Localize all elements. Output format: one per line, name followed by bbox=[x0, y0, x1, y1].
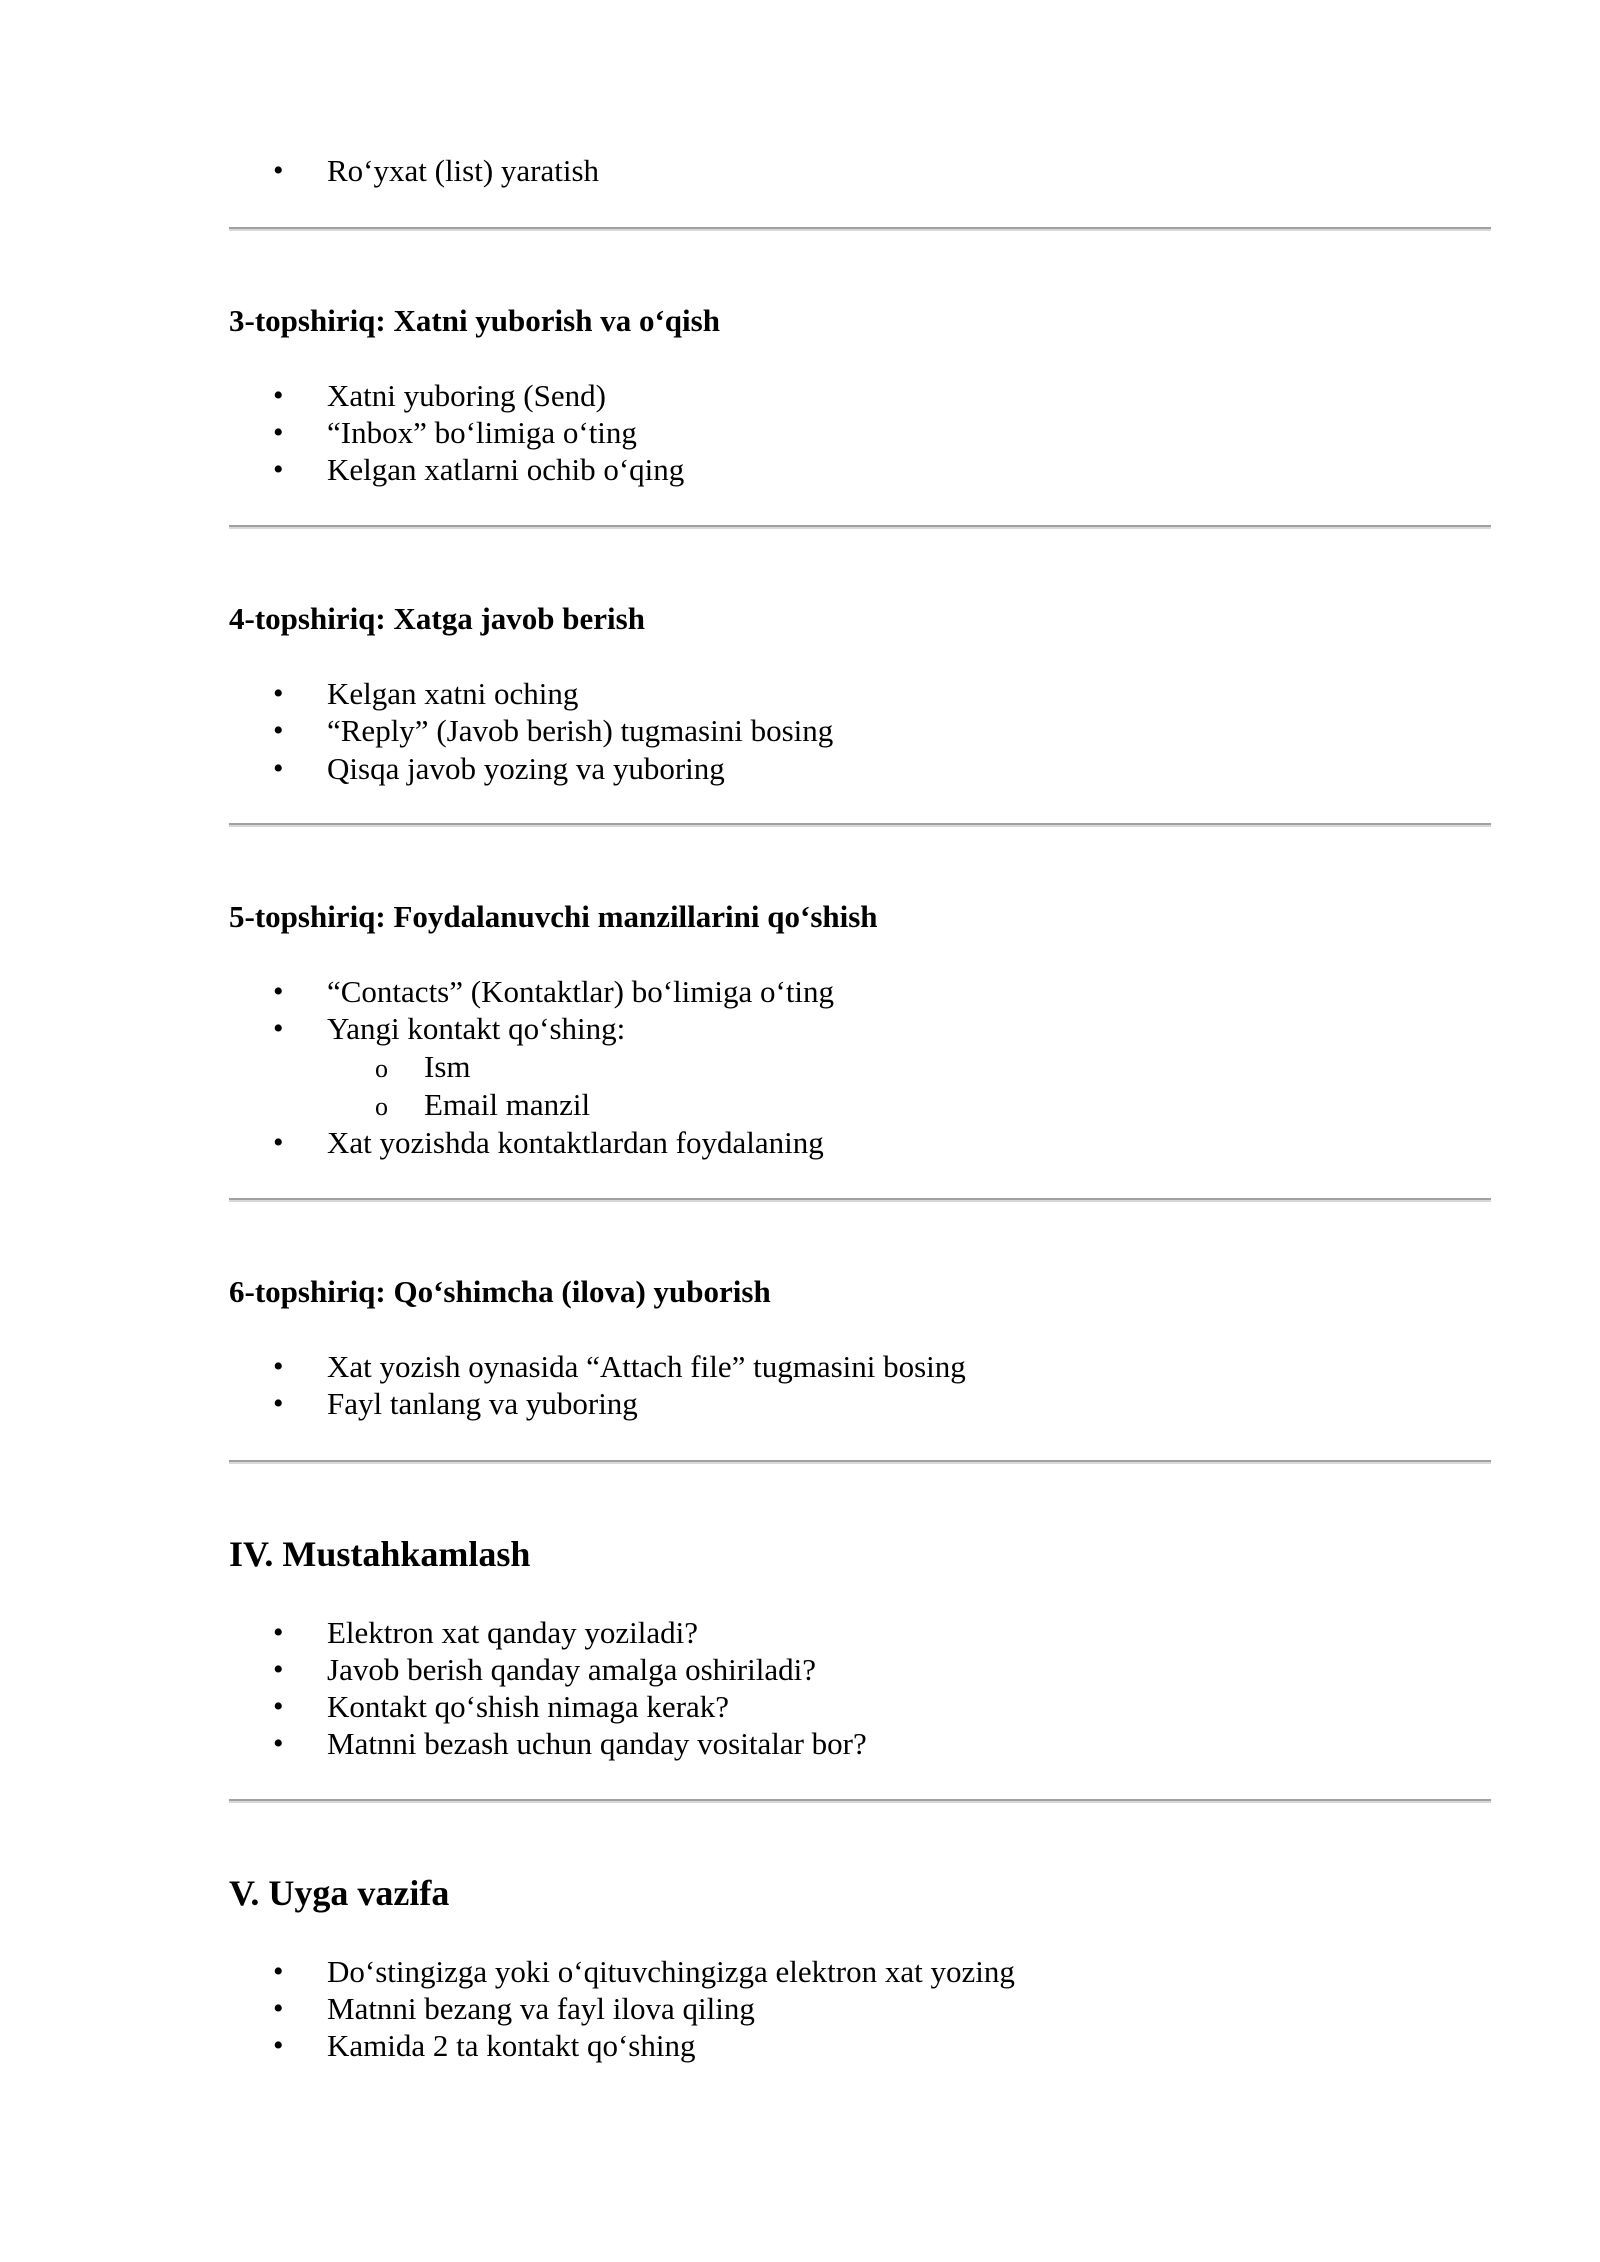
divider bbox=[229, 1460, 1491, 1464]
list-item: • Fayl tanlang va yuboring bbox=[327, 1385, 638, 1423]
list-item: • Kelgan xatlarni ochib o‘qing bbox=[327, 451, 684, 489]
divider bbox=[229, 525, 1491, 529]
task-4-title: 4-topshiriq: Xatga javob berish bbox=[229, 601, 645, 636]
list-item: • “Inbox” bo‘limiga o‘ting bbox=[327, 414, 637, 452]
list-item: • Qisqa javob yozing va yuboring bbox=[327, 750, 725, 788]
list-item: • Matnni bezash uchun qanday vositalar bor? bbox=[327, 1725, 867, 1763]
sub-list-item: o Email manzil bbox=[424, 1086, 590, 1124]
sub-list-item: o Ism bbox=[424, 1048, 471, 1086]
list-item: • Xat yozish oynasida “Attach file” tugmasini bosing bbox=[327, 1348, 966, 1386]
list-item: • “Reply” (Javob berish) tugmasini bosing bbox=[327, 712, 833, 750]
list-item: • Elektron xat qanday yoziladi? bbox=[327, 1614, 698, 1652]
divider bbox=[229, 1198, 1491, 1202]
section-4-title: IV. Mustahkamlash bbox=[229, 1534, 531, 1574]
list-item: • Kamida 2 ta kontakt qo‘shing bbox=[327, 2027, 696, 2065]
divider bbox=[229, 227, 1491, 231]
task-6-title: 6-topshiriq: Qo‘shimcha (ilova) yuborish bbox=[229, 1274, 771, 1309]
list-item: • Javob berish qanday amalga oshiriladi? bbox=[327, 1651, 816, 1689]
list-item: • “Contacts” (Kontaktlar) bo‘limiga o‘ting bbox=[327, 973, 834, 1011]
list-item: • Matnni bezang va fayl ilova qiling bbox=[327, 1990, 755, 2028]
task-5-title: 5-topshiriq: Foydalanuvchi manzillarini qo‘shish bbox=[229, 899, 878, 934]
list-item: • Kontakt qo‘shish nimaga kerak? bbox=[327, 1688, 729, 1726]
list-item: • Kelgan xatni oching bbox=[327, 675, 578, 713]
divider bbox=[229, 823, 1491, 827]
list-item: • Yangi kontakt qo‘shing: bbox=[327, 1010, 625, 1048]
list-item: • Ro‘yxat (list) yaratish bbox=[327, 152, 599, 190]
list-item: • Do‘stingizga yoki o‘qituvchingizga elektron xat yozing bbox=[327, 1953, 1015, 1991]
divider bbox=[229, 1799, 1491, 1803]
list-item: • Xatni yuboring (Send) bbox=[327, 377, 606, 415]
task-3-title: 3-topshiriq: Xatni yuborish va o‘qish bbox=[229, 303, 720, 338]
section-5-title: V. Uyga vazifa bbox=[229, 1873, 450, 1913]
list-item: • Xat yozishda kontaktlardan foydalaning bbox=[327, 1124, 824, 1162]
